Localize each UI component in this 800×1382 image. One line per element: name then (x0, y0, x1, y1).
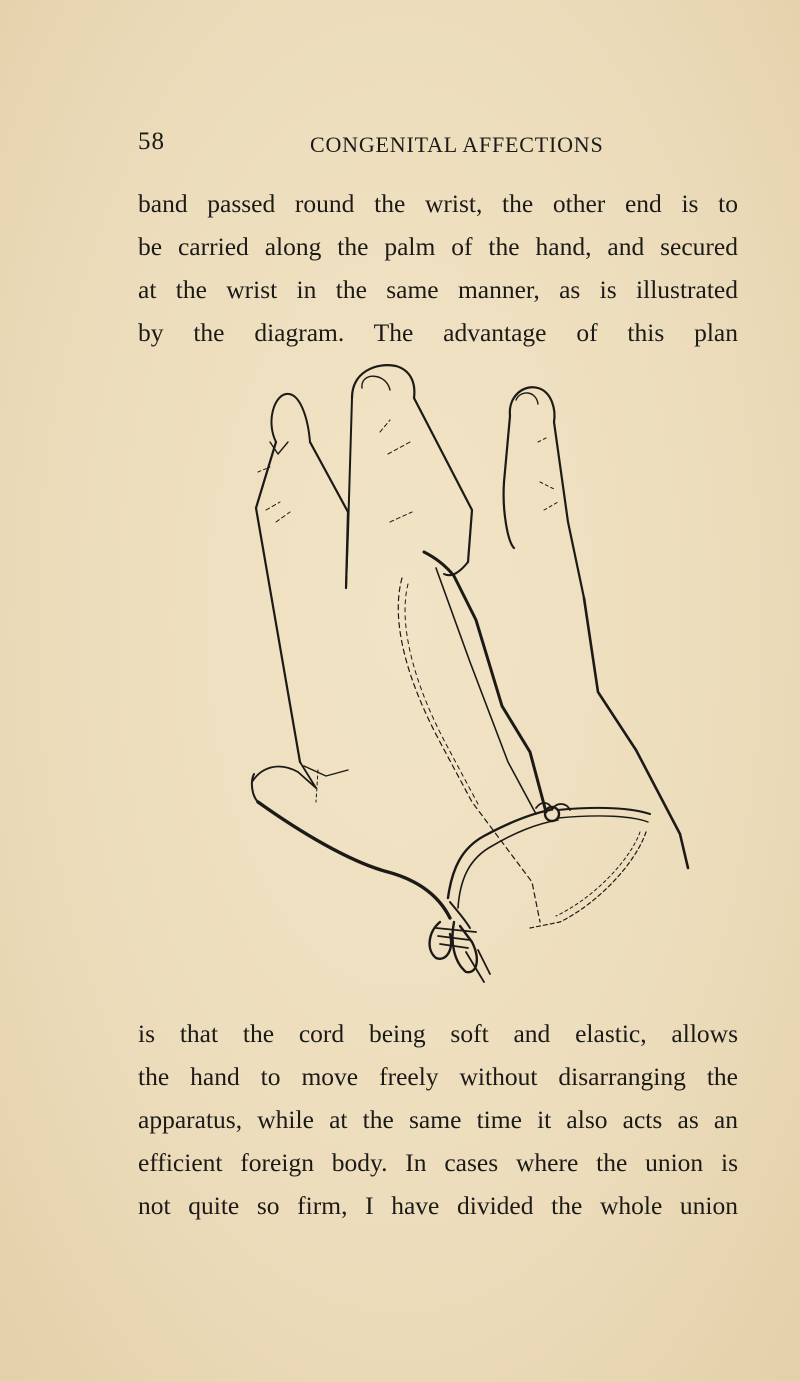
text-line: is that the cord being soft and elastic, allows (138, 1019, 738, 1048)
running-head: CONGENITAL AFFECTIONS (310, 132, 604, 157)
paragraph-after-figure (138, 1012, 738, 1227)
page-header (138, 128, 738, 168)
paragraph-before-figure (138, 182, 738, 354)
text-line: by the diagram. The advantage of this plan (138, 318, 738, 347)
hand-with-bandage-illustration (240, 362, 700, 992)
text-line: the hand to move freely without disarranging the (138, 1062, 738, 1091)
text-line: band passed round the wrist, the other end is to (138, 189, 738, 218)
text-line: not quite so firm, I have divided the whole union (138, 1191, 738, 1220)
text-line: apparatus, while at the same time it also acts as an (138, 1105, 738, 1134)
text-line: at the wrist in the same manner, as is illustrated (138, 275, 738, 304)
text-line: efficient foreign body. In cases where the union is (138, 1148, 738, 1177)
text-line: be carried along the palm of the hand, and secured (138, 232, 738, 261)
page-number: 58 (138, 128, 165, 155)
